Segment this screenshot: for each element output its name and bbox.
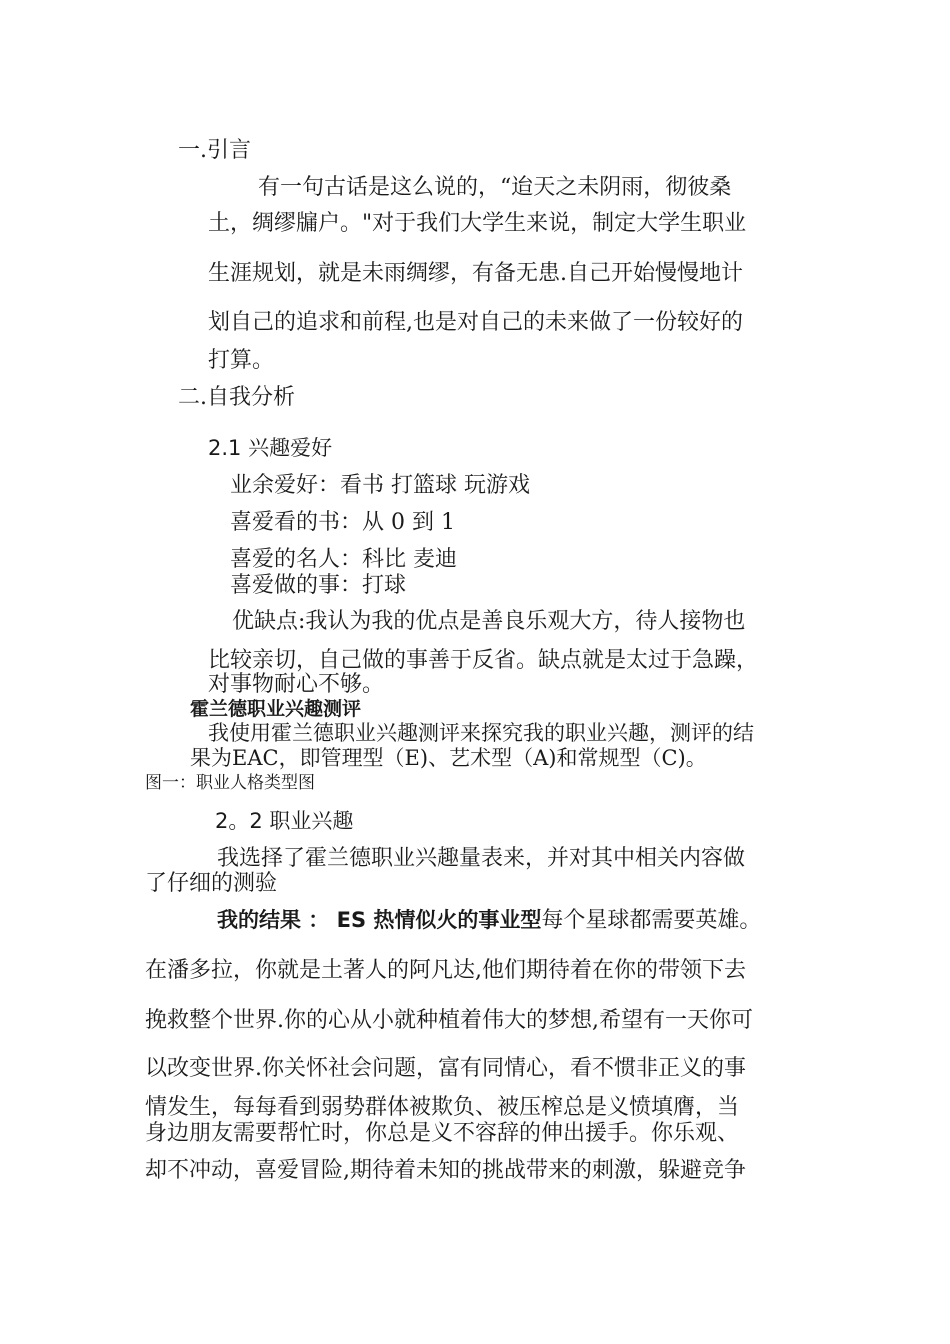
result-text: 每个星球都需要英雄。 xyxy=(541,908,762,933)
pros-cons-line: 优缺点:我认为我的优点是善良乐观大方，待人接物也 xyxy=(232,609,746,634)
holland-line: 我使用霍兰德职业兴趣测评来探究我的职业兴趣，测评的结 xyxy=(208,721,754,745)
holland-title: 霍兰德职业兴趣测评 xyxy=(190,698,362,720)
intro-line: 有一句古话是这么说的，“迨天之未阴雨，彻彼桑 xyxy=(258,175,732,200)
result-paragraph-line: 情发生，每每看到弱势群体被欺负、被压榨总是义愤填膺，当 xyxy=(145,1095,740,1120)
result-paragraph-line: 却不冲动，喜爱冒险,期待着未知的挑战带来的刺激，躲避竞争 xyxy=(145,1158,746,1183)
result-label: 我的结果 ： ES 热情似火的事业型 xyxy=(217,908,542,932)
pros-cons-line: 比较亲切，自己做的事善于反省。缺点就是太过于急躁， xyxy=(208,648,759,673)
result-paragraph-line: 身边朋友需要帮忙时，你总是义不容辞的伸出援手。你乐观、 xyxy=(145,1121,740,1146)
result-line xyxy=(217,910,761,932)
activities-line: 喜爱做的事：打球 xyxy=(230,573,407,598)
intro-line: 打算。 xyxy=(208,348,275,373)
celebrities-line: 喜爱的名人：科比 麦迪 xyxy=(230,547,457,572)
intro-line: 划自己的追求和前程,也是对自己的未来做了一份较好的 xyxy=(208,310,743,335)
holland-line: 果为EAC，即管理型（E)、艺术型（A)和常规型（C)。 xyxy=(190,746,707,770)
subsection-2-2-heading: 2。2 职业兴趣 xyxy=(215,809,354,833)
intro-heading: 一.引言 xyxy=(178,138,251,163)
subsection-2-1-heading: 2.1 兴趣爱好 xyxy=(208,436,333,460)
hobbies-line: 业余爱好：看书 打篮球 玩游戏 xyxy=(230,473,530,498)
figure-caption: 图一：职业人格类型图 xyxy=(145,773,315,793)
result-paragraph-line: 在潘多拉，你就是土著人的阿凡达,他们期待着在你的带领下去 xyxy=(145,958,746,983)
interest-line: 了仔细的测验 xyxy=(145,871,278,896)
intro-line: 土，绸缪牖户。"对于我们大学生来说，制定大学生职业 xyxy=(208,211,747,236)
result-paragraph-line: 以改变世界.你关怀社会问题，富有同情心，看不惯非正义的事 xyxy=(145,1056,746,1081)
result-paragraph-line: 挽救整个世界.你的心从小就种植着伟大的梦想,希望有一天你可 xyxy=(145,1008,753,1033)
interest-line: 我选择了霍兰德职业兴趣量表来，并对其中相关内容做 xyxy=(217,846,746,871)
intro-line: 生涯规划，就是未雨绸缪，有备无患.自己开始慢慢地计 xyxy=(208,261,743,286)
books-line: 喜爱看的书：从 0 到 1 xyxy=(230,510,455,535)
pros-cons-line: 对事物耐心不够。 xyxy=(208,672,385,697)
self-analysis-heading: 二.自我分析 xyxy=(178,385,295,410)
